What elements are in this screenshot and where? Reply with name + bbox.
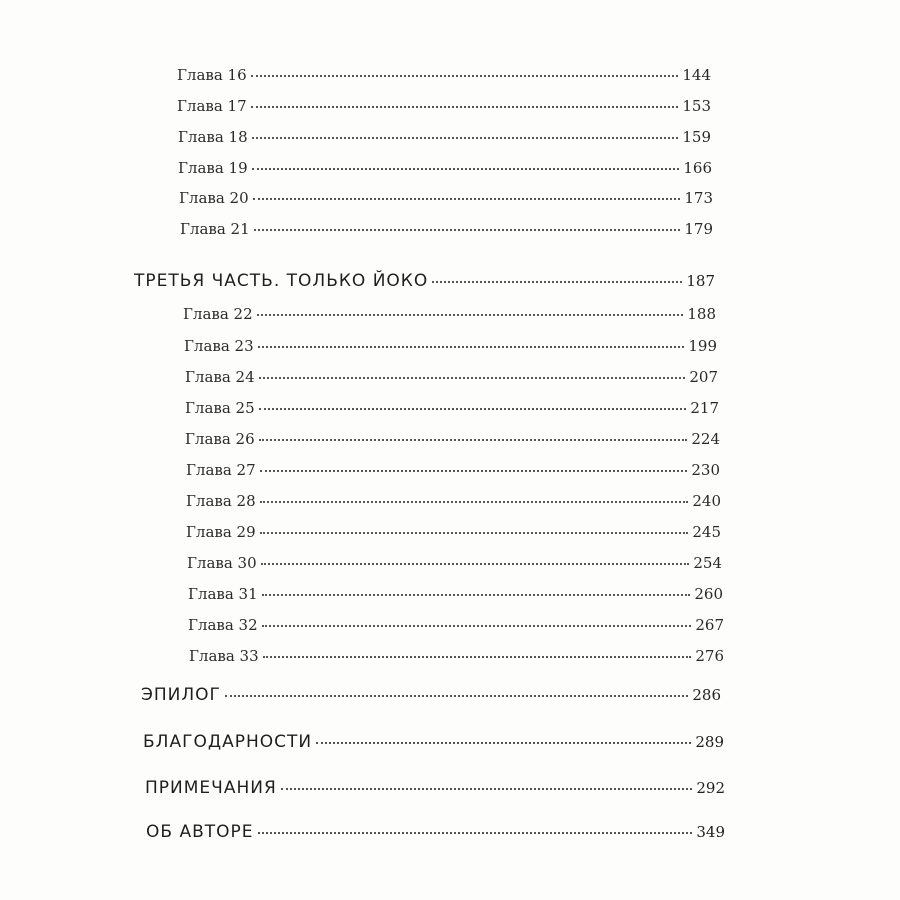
toc-entry-label: Глава 31 (188, 585, 258, 603)
toc-entry-label: Глава 30 (187, 554, 257, 572)
toc-entry-page: 289 (695, 733, 724, 751)
dot-leader (251, 74, 679, 77)
dot-leader (258, 831, 693, 834)
toc-entry-page: 173 (684, 189, 713, 207)
toc-entry-label: Глава 21 (180, 220, 250, 238)
dot-leader (258, 345, 685, 348)
dot-leader (281, 787, 693, 790)
toc-entry-page: 267 (695, 616, 724, 634)
toc-entry-label: Глава 28 (186, 492, 256, 510)
toc-entry (177, 97, 711, 115)
toc-entry-label: Глава 16 (177, 66, 247, 84)
toc-back-matter-entry (141, 685, 721, 705)
toc-entry-label: БЛАГОДАРНОСТИ (143, 732, 313, 752)
toc-entry (188, 585, 723, 603)
dot-leader (252, 167, 680, 170)
toc-entry-page: 254 (693, 554, 722, 572)
toc-entry-label: ПРИМЕЧАНИЯ (145, 778, 277, 798)
toc-entry-label: ЭПИЛОГ (141, 685, 221, 705)
dot-leader (253, 197, 681, 200)
dot-leader (260, 531, 689, 534)
toc-entry-label: Глава 18 (178, 128, 248, 146)
dot-leader (251, 105, 679, 108)
toc-entry-label: Глава 26 (185, 430, 255, 448)
toc-entry-page: 144 (682, 66, 711, 84)
toc-entry-page: 240 (692, 492, 721, 510)
dot-leader (262, 593, 691, 596)
toc-back-matter-entry (146, 822, 725, 842)
toc-entry (180, 220, 713, 238)
toc-entry-label: Глава 20 (179, 189, 249, 207)
toc-entry (178, 159, 712, 177)
toc-entry-page: 199 (688, 337, 717, 355)
toc-entry-label: Глава 32 (188, 616, 258, 634)
dot-leader (259, 376, 686, 379)
dot-leader (257, 313, 684, 316)
dot-leader (262, 624, 692, 627)
toc-entry-label: Глава 27 (186, 461, 256, 479)
toc-entry-page: 286 (692, 686, 721, 704)
dot-leader (260, 469, 688, 472)
toc-entry-page: 245 (692, 523, 721, 541)
toc-entry-page: 207 (689, 368, 718, 386)
dot-leader (316, 741, 691, 744)
toc-entry (185, 430, 720, 448)
toc-entry-label: Глава 25 (185, 399, 255, 417)
dot-leader (260, 500, 689, 503)
toc-entry-page: 188 (687, 305, 716, 323)
dot-leader (259, 407, 687, 410)
toc-entry (186, 461, 720, 479)
toc-entry (189, 647, 724, 665)
toc-entry-page: 217 (690, 399, 719, 417)
toc-entry (186, 492, 721, 510)
toc-entry-label: ОБ АВТОРЕ (146, 822, 254, 842)
toc-entry-page: 153 (682, 97, 711, 115)
dot-leader (263, 655, 692, 658)
toc-back-matter-entry (145, 778, 725, 798)
dot-leader (259, 438, 688, 441)
toc-part-label: ТРЕТЬЯ ЧАСТЬ. ТОЛЬКО ЙОКО (134, 271, 429, 291)
toc-entry (178, 128, 711, 146)
toc-entry (183, 305, 716, 323)
toc-entry (179, 189, 713, 207)
toc-entry-page: 260 (694, 585, 723, 603)
toc-entry-label: Глава 24 (185, 368, 255, 386)
toc-entry-label: Глава 17 (177, 97, 247, 115)
dot-leader (432, 280, 682, 283)
toc-entry (187, 554, 722, 572)
toc-entry (188, 616, 724, 634)
toc-entry-page: 179 (684, 220, 713, 238)
toc-entry-label: Глава 19 (178, 159, 248, 177)
toc-entry (185, 399, 719, 417)
toc-part-page: 187 (686, 272, 715, 290)
dot-leader (225, 694, 688, 697)
toc-entry-label: Глава 22 (183, 305, 253, 323)
toc-entry (186, 523, 721, 541)
toc-entry (185, 368, 718, 386)
toc-entry-label: Глава 29 (186, 523, 256, 541)
toc-entry-label: Глава 33 (189, 647, 259, 665)
toc-entry-page: 349 (696, 823, 725, 841)
toc-entry-page: 292 (696, 779, 725, 797)
toc-entry-page: 230 (691, 461, 720, 479)
toc-entry (177, 66, 711, 84)
dot-leader (261, 562, 690, 565)
toc-entry-page: 159 (682, 128, 711, 146)
toc-entry-page: 276 (695, 647, 724, 665)
toc-entry-label: Глава 23 (184, 337, 254, 355)
toc-back-matter-entry (143, 732, 724, 752)
dot-leader (254, 228, 681, 231)
toc-entry-page: 224 (691, 430, 720, 448)
toc-entry (184, 337, 717, 355)
toc-entry-page: 166 (683, 159, 712, 177)
dot-leader (252, 136, 679, 139)
toc-part-heading (134, 271, 715, 291)
